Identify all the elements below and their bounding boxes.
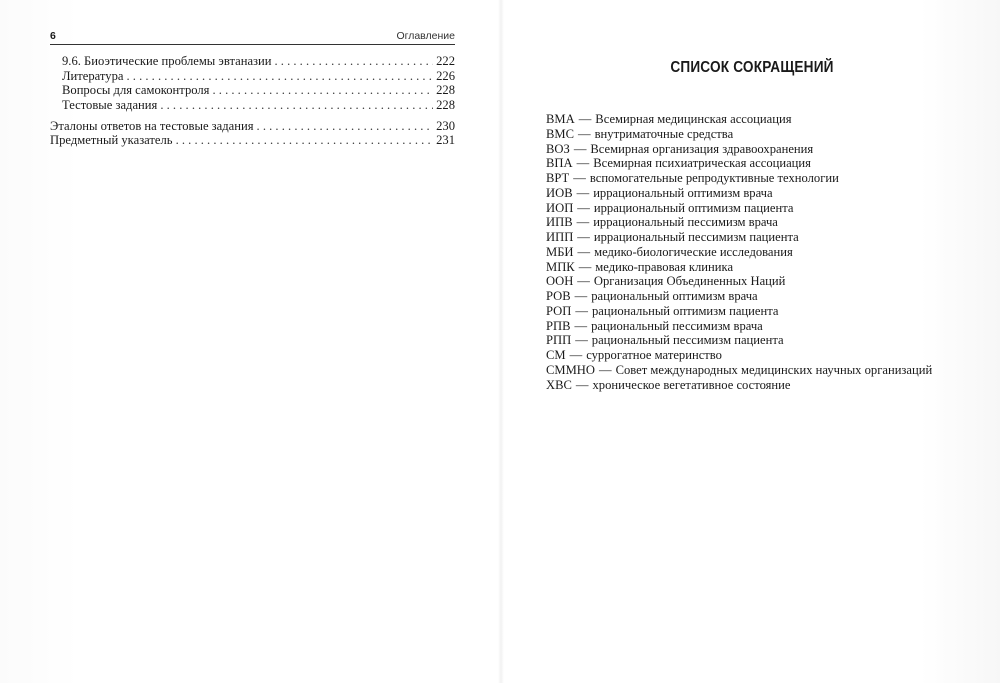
abbreviation-term: ХВС bbox=[546, 377, 572, 392]
abbreviation-item bbox=[546, 112, 996, 127]
abbreviation-separator: — bbox=[578, 259, 592, 274]
toc-entry-answer-keys bbox=[50, 119, 455, 134]
abbreviation-meaning: иррациональный пессимизм врача bbox=[593, 215, 778, 230]
toc-entry-page: 230 bbox=[436, 118, 455, 133]
abbreviation-separator: — bbox=[577, 200, 590, 215]
abbreviation-meaning: медико-биологические исследования bbox=[594, 244, 793, 259]
running-head bbox=[50, 30, 455, 45]
abbreviation-item bbox=[546, 201, 996, 216]
abbreviations-list bbox=[546, 112, 996, 392]
abbreviation-item bbox=[546, 378, 996, 393]
abbreviation-item bbox=[546, 171, 996, 186]
right-page bbox=[504, 0, 1000, 683]
abbreviation-meaning: медико-правовая клиника bbox=[595, 259, 734, 274]
left-page bbox=[0, 0, 498, 683]
abbreviation-separator: — bbox=[577, 230, 590, 244]
abbreviation-separator: — bbox=[578, 126, 591, 141]
abbreviation-separator: — bbox=[569, 348, 583, 362]
toc-dot-leader bbox=[160, 98, 433, 113]
toc-dot-leader bbox=[176, 133, 434, 148]
abbreviation-term: ИПП bbox=[546, 230, 574, 244]
toc-dot-leader bbox=[212, 83, 433, 98]
abbreviation-term: МБИ bbox=[546, 244, 574, 259]
toc-entry-label: Предметный указатель bbox=[50, 133, 173, 148]
abbreviation-term: ВМА bbox=[546, 112, 575, 126]
abbreviation-item bbox=[546, 230, 996, 245]
abbreviation-separator: — bbox=[577, 274, 590, 289]
abbreviation-item bbox=[546, 142, 996, 157]
abbreviation-term: ВОЗ bbox=[546, 141, 570, 156]
abbreviation-term: СММНО bbox=[546, 362, 595, 377]
toc-entry-page: 231 bbox=[436, 133, 455, 148]
abbreviation-term: РПП bbox=[546, 333, 572, 348]
abbreviation-item bbox=[546, 215, 996, 230]
abbreviation-separator: — bbox=[576, 185, 590, 200]
abbreviation-item bbox=[546, 333, 996, 348]
running-title: Оглавление bbox=[396, 30, 455, 42]
abbreviation-meaning: Совет международных медицинских научных организаций bbox=[615, 362, 933, 377]
abbreviation-term: ИОВ bbox=[546, 185, 573, 200]
abbreviation-separator: — bbox=[576, 156, 590, 171]
toc-entry-literature bbox=[50, 69, 455, 84]
abbreviation-term: ВМС bbox=[546, 126, 574, 141]
abbreviation-item bbox=[546, 260, 996, 275]
abbreviation-term: ООН bbox=[546, 274, 574, 289]
abbreviation-term: ИОП bbox=[546, 200, 574, 215]
abbreviation-separator: — bbox=[574, 289, 588, 303]
abbreviation-meaning: Всемирная психиатрическая ассоциация bbox=[593, 156, 811, 171]
abbreviation-meaning: хроническое вегетативное состояние bbox=[592, 377, 791, 392]
abbreviation-meaning: рациональный пессимизм пациента bbox=[591, 333, 784, 348]
toc-entry-page: 226 bbox=[436, 68, 455, 83]
abbreviation-meaning: иррациональный оптимизм пациента bbox=[593, 200, 794, 215]
abbreviation-separator: — bbox=[573, 171, 586, 185]
abbreviation-item bbox=[546, 245, 996, 260]
abbreviation-term: РОВ bbox=[546, 289, 571, 303]
abbreviation-term: СМ bbox=[546, 348, 566, 362]
abbreviation-term: РПВ bbox=[546, 318, 571, 333]
abbreviation-item bbox=[546, 274, 996, 289]
abbreviation-item bbox=[546, 363, 996, 378]
abbreviations-title: СПИСОК СОКРАЩЕНИЙ bbox=[670, 59, 834, 76]
abbreviation-term: ИПВ bbox=[546, 215, 573, 230]
abbreviation-separator: — bbox=[575, 333, 588, 348]
toc-entry-test-tasks bbox=[50, 98, 455, 113]
toc-dot-leader bbox=[126, 69, 433, 84]
abbreviation-item bbox=[546, 289, 996, 304]
toc-entry-subject-index bbox=[50, 133, 455, 148]
abbreviation-item bbox=[546, 348, 996, 363]
toc-entry-label: Тестовые задания bbox=[62, 97, 158, 112]
abbreviation-meaning: Организация Объединенных Наций bbox=[593, 274, 786, 289]
abbreviation-separator: — bbox=[573, 141, 587, 156]
abbreviation-separator: — bbox=[577, 244, 591, 259]
table-of-contents bbox=[50, 54, 455, 148]
abbreviation-meaning: вспомогательные репродуктивные технологии bbox=[589, 171, 839, 185]
toc-entry-label: Литература bbox=[62, 68, 124, 83]
abbreviation-term: ВРТ bbox=[546, 171, 570, 185]
abbreviation-separator: — bbox=[576, 215, 590, 230]
toc-dot-leader bbox=[274, 54, 433, 69]
abbreviation-item bbox=[546, 127, 996, 142]
abbreviation-meaning: Всемирная организация здравоохранения bbox=[590, 141, 814, 156]
abbreviation-item bbox=[546, 156, 996, 171]
abbreviation-item bbox=[546, 319, 996, 334]
abbreviation-meaning: иррациональный оптимизм врача bbox=[593, 185, 773, 200]
toc-entry-page: 222 bbox=[436, 54, 455, 68]
abbreviation-meaning: рациональный оптимизм врача bbox=[591, 289, 758, 303]
abbreviation-term: РОП bbox=[546, 303, 572, 318]
toc-entry-label: Эталоны ответов на тестовые задания bbox=[50, 118, 254, 133]
abbreviation-meaning: внутриматочные средства bbox=[594, 126, 734, 141]
abbreviation-meaning: иррациональный пессимизм пациента bbox=[593, 230, 799, 244]
toc-dot-leader bbox=[257, 119, 434, 134]
toc-entry-euthanasia bbox=[50, 54, 455, 69]
toc-entry-self-control-questions bbox=[50, 83, 455, 98]
abbreviation-meaning: рациональный оптимизм пациента bbox=[591, 303, 779, 318]
abbreviation-meaning: Всемирная медицинская ассоциация bbox=[595, 112, 792, 126]
abbreviation-separator: — bbox=[575, 303, 588, 318]
abbreviation-term: ВПА bbox=[546, 156, 573, 171]
abbreviation-separator: — bbox=[578, 112, 592, 126]
abbreviation-separator: — bbox=[574, 318, 588, 333]
abbreviation-separator: — bbox=[599, 362, 612, 377]
toc-entry-page: 228 bbox=[436, 97, 455, 112]
abbreviation-meaning: рациональный пессимизм врача bbox=[591, 318, 763, 333]
toc-entry-label: Вопросы для самоконтроля bbox=[62, 83, 210, 98]
page-number: 6 bbox=[50, 30, 56, 42]
toc-entry-label: 9.6. Биоэтические проблемы эвтаназии bbox=[62, 54, 272, 68]
abbreviation-meaning: суррогатное материнство bbox=[586, 348, 722, 362]
abbreviation-item bbox=[546, 304, 996, 319]
abbreviation-term: МПК bbox=[546, 259, 575, 274]
abbreviation-item bbox=[546, 186, 996, 201]
abbreviation-separator: — bbox=[575, 377, 589, 392]
toc-entry-page: 228 bbox=[436, 83, 455, 98]
